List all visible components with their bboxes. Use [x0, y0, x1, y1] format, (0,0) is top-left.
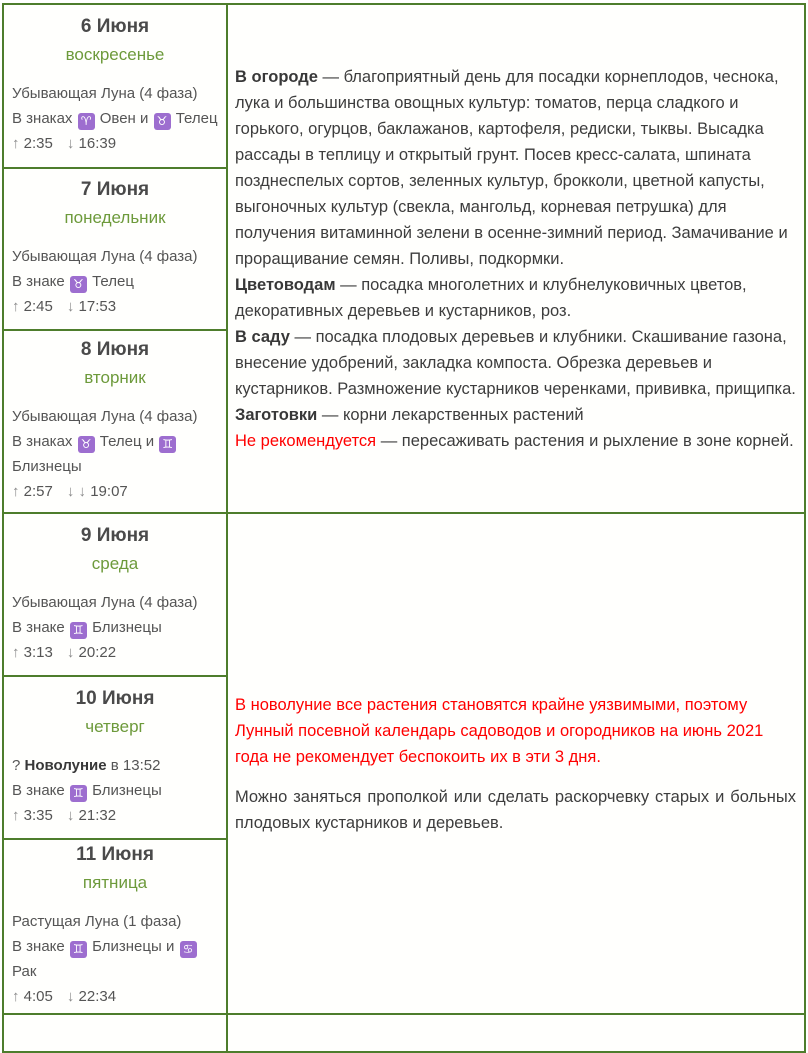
- day-info-line: ↑ 4:05 ↓ 22:34: [12, 988, 117, 1005]
- day-info-line: ↑ 3:13 ↓ 20:22: [12, 643, 117, 661]
- day-info: [10, 81, 220, 156]
- note-paragraph: Можно заняться прополкой или сделать раскорчевку старых и больных плодовых кустарников и деревьев.: [235, 787, 796, 832]
- lunar-calendar-table: [2, 3, 806, 1053]
- cancer-zodiac-icon: ♋: [180, 941, 197, 958]
- day-info-line: Убывающая Луна (4 фаза): [12, 85, 198, 102]
- day-weekday: вторник: [84, 368, 146, 387]
- day-date: 8 Июня: [80, 339, 150, 360]
- day-info-line: В знаке ♉ Телец: [12, 273, 134, 291]
- gemini-zodiac-icon: ♊: [70, 785, 87, 802]
- day-cell-june-7: [3, 168, 227, 330]
- day-info-line: В знаке ♊ Близнецы: [12, 781, 162, 800]
- taurus-zodiac-icon: ♉: [154, 113, 171, 130]
- day-info: [10, 590, 220, 665]
- note-paragraph: Цветоводам — посадка многолетних и клубнелуковичных цветов, декоративных деревьев и кустарников, роз.: [235, 275, 747, 320]
- next-row-day-cell-cutoff: [3, 1014, 227, 1052]
- day-info-line: В знаках ♈ Овен и ♉ Телец: [12, 110, 218, 128]
- note-paragraph: В саду — посадка плодовых деревьев и клубники. Скашивание газона, внесение удобрений, закладка компоста. Обрезка деревьев и кустарников. Размножение кустарников черенками, прививка, прищипка.: [235, 327, 796, 398]
- note-paragraph: В огороде — благоприятный день для посадки корнеплодов, чеснока, лука и большинства овощных культур: томатов, перца сладкого и горького, огурцов, баклажанов, картофеля, редиски, тыквы. Высадка рассады в теплицу и открытый грунт. Посев кресс-салата, шпината позднеспелых сортов, зеленных культур, брокколи, цветной капусты, выгоночных культур (свекла, мангольд, корневая петрушка) для получения витаминной зелени в осенне-зимний период. Замачивание и проращивание семян. Поливы, подкормки.: [235, 67, 788, 268]
- day-info-line: ↑ 2:57 ↓ ↓ 19:07: [12, 483, 128, 500]
- gemini-zodiac-icon: ♊: [159, 436, 176, 453]
- day-date: 10 Июня: [75, 687, 155, 709]
- day-weekday: воскресенье: [65, 45, 165, 64]
- day-info: [10, 909, 220, 1009]
- day-cell-june-6: [3, 4, 227, 168]
- gemini-zodiac-icon: ♊: [70, 941, 87, 958]
- day-weekday: понедельник: [64, 208, 166, 227]
- taurus-zodiac-icon: ♉: [78, 436, 95, 453]
- day-cell-june-11: [3, 839, 227, 1014]
- day-date: 9 Июня: [80, 524, 150, 546]
- day-date: 11 Июня: [76, 844, 154, 865]
- day-weekday: пятница: [82, 873, 148, 892]
- taurus-zodiac-icon: ♉: [70, 276, 87, 293]
- day-info-line: Растущая Луна (1 фаза): [12, 913, 182, 930]
- day-info-line: ? Новолуние в 13:52: [12, 756, 161, 774]
- note-cell-june-6-8: [227, 4, 805, 513]
- day-info-line: Убывающая Луна (4 фаза): [12, 408, 198, 425]
- gemini-zodiac-icon: ♊: [70, 622, 87, 639]
- day-info-line: ↑ 2:35 ↓ 16:39: [12, 135, 117, 152]
- day-info-line: В знаке ♊ Близнецы: [12, 618, 162, 637]
- day-info-line: В знаках ♉ Телец и ♊ Близнецы: [12, 429, 220, 479]
- day-weekday: четверг: [85, 716, 145, 736]
- day-info-line: Убывающая Луна (4 фаза): [12, 248, 198, 265]
- day-info-line: ↑ 3:35 ↓ 21:32: [12, 806, 117, 824]
- day-info-line: Убывающая Луна (4 фаза): [12, 593, 198, 611]
- day-info: [10, 404, 220, 504]
- day-info-line: ↑ 2:45 ↓ 17:53: [12, 298, 117, 315]
- note-paragraph: Не рекомендуется — пересаживать растения и рыхление в зоне корней.: [235, 431, 794, 450]
- day-weekday: среда: [91, 553, 139, 573]
- note-paragraph: Заготовки — корни лекарственных растений: [235, 405, 584, 424]
- note-cell-june-9-11: [227, 513, 805, 1014]
- day-info-line: В знаке ♊ Близнецы и ♋ Рак: [12, 934, 220, 984]
- day-info: [10, 244, 220, 319]
- note-paragraph: В новолуние все растения становятся крайне уязвимыми, поэтому Лунный посевной календарь садоводов и огородников на июнь 2021 года не рекомендует беспокоить их в эти 3 дня.: [235, 695, 764, 766]
- day-info: [10, 753, 220, 828]
- day-cell-june-8: [3, 330, 227, 513]
- day-cell-june-10: [3, 676, 227, 839]
- day-date: 7 Июня: [80, 179, 150, 200]
- next-row-note-cell-cutoff: [227, 1014, 805, 1052]
- day-date: 6 Июня: [80, 16, 150, 37]
- aries-zodiac-icon: ♈: [78, 113, 95, 130]
- day-cell-june-9: [3, 513, 227, 676]
